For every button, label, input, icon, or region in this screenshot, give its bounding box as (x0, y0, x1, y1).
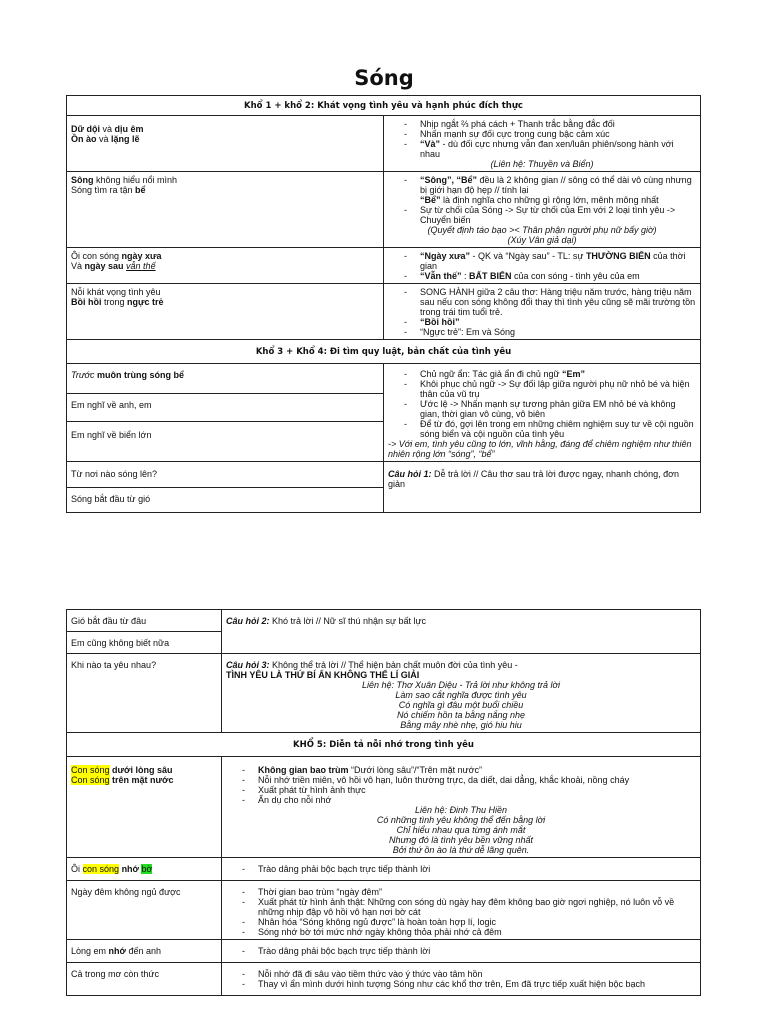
poem-line-cell: Em cũng không biết nữa (67, 632, 222, 654)
question-text: Khó trả lời // Nữ sĩ thú nhận sự bất lực (269, 616, 427, 626)
section-header-row (67, 340, 701, 364)
analysis-cell (222, 940, 701, 963)
question-label: Câu hỏi 3: (226, 660, 270, 670)
table-row (67, 364, 701, 394)
poem-quote-line: Nó chiếm hồn ta bằng nắng nhẹ (396, 710, 526, 720)
analysis-cell (384, 116, 701, 172)
bullet-item: - Thay vì ẩn mình dưới hình tượng Sóng như các khổ thơ trên, Em đã trực tiếp xuất hiện bộc bạch (242, 979, 696, 989)
bullet-text: “Dưới lòng sâu”/“Trên mặt nước” (348, 765, 483, 775)
bold-term: “Bồi hồi” (420, 317, 460, 327)
bullet-item: - Xuất phát từ hình ảnh thật: Những con sóng dù ngày hay đêm không bao giờ ngơi nghiệp, nó luôn vỗ về những nhịp đập vô hồi vô hạn nơi bờ cát (242, 897, 696, 917)
poem-quote-line: Có những tình yêu không thể đến bằng lời (376, 815, 546, 825)
highlighted-word: con sóng (82, 864, 120, 874)
poem-word: Trước (71, 370, 95, 380)
bullet-item: - SONG HÀNH giữa 2 câu thơ: Hàng triệu năm trước, hàng triệu năm sau nếu con sóng không đổi thay thì tình yêu cũng sẽ mãi trường tồn trong trái tim tuổi trẻ. (404, 287, 696, 317)
question-key-idea: TÌNH YÊU LÀ THỨ BÍ ẨN KHÔNG THỂ LÍ GIẢI (226, 670, 420, 680)
analysis-cell (384, 364, 701, 462)
table-row (67, 610, 701, 632)
poem-lines-cell (67, 757, 222, 858)
bullet-item: - Trào dâng phải bộc bạch trực tiếp thành lời (242, 864, 696, 874)
poem-text: Ôi (71, 864, 83, 874)
section-title-1: Khổ 1 + khổ 2: Khát vọng tình yêu và hạnh phúc đích thực (244, 101, 523, 111)
bullet-item: - Khôi phục chủ ngữ -> Sự đối lập giữa người phụ nữ nhỏ bé và hiện thân của vũ trụ (404, 379, 696, 399)
analysis-cell (222, 610, 701, 654)
poem-line-cell: Em nghĩ về biển lớn (67, 422, 384, 462)
poem-text: không hiểu nổi mình (93, 175, 178, 185)
analysis-cell (222, 654, 701, 733)
question-label: Câu hỏi 1: (388, 469, 432, 479)
poem-word: trên mặt nước (109, 775, 174, 785)
poem-lines-cell (67, 172, 384, 248)
bullet-item (242, 765, 696, 775)
bold-term: “Vẫn thế” (420, 271, 462, 281)
reference-note: (Xúy Vân giả dại) (507, 235, 577, 245)
bullet-item: - Nỗi nhớ đã đi sâu vào tiềm thức vào ý thức vào tâm hồn (242, 969, 696, 979)
poem-text: Nỗi khát vọng tình yêu (71, 287, 161, 297)
poem-quote-line: Bởi thứ ồn ào là thứ dễ lãng quên. (392, 845, 530, 855)
bullet-item: - Trào dâng phải bộc bạch trực tiếp thành lời (242, 946, 696, 956)
bullet-item: - Ẩn dụ cho nỗi nhớ (242, 795, 696, 805)
bullet-item: - Ước lệ -> Nhấn mạnh sự tương phản giữa EM nhỏ bé và không gian, thời gian vô cùng, vô biên (404, 399, 696, 419)
poem-word: Dữ dội (71, 124, 101, 134)
bullet-item: - Nhấn mạnh sự đối cực trong cung bậc cảm xúc (404, 129, 696, 139)
bullet-item: - Sự từ chối của Sóng -> Sự từ chối của Em với 2 loại tình yêu -> Chuyển biến (404, 205, 696, 225)
table-part-2 (66, 609, 701, 996)
poem-word: vẫn thế (126, 261, 156, 271)
poem-line-cell: Khi nào ta yêu nhau? (67, 654, 222, 733)
poem-text: và (100, 124, 115, 134)
question-text: Không thể trả lời // Thể hiện bản chất muôn đời của tình yêu - (269, 660, 518, 670)
poem-quote-line: Bằng mây nhè nhẹ, gió hiu hiu (400, 720, 522, 730)
question-text: Dễ trả lời // Câu thơ sau trả lời được ngay, nhanh chóng, đơn giản (388, 469, 680, 489)
bullet-item: - “Ngực trẻ”: Em và Sóng (404, 327, 696, 337)
poem-text: đến anh (125, 946, 161, 956)
analysis-cell (222, 881, 701, 940)
poem-text: Ôi con sóng (71, 251, 122, 261)
poem-word: ngày sau (84, 261, 124, 271)
poem-word: nhớ (121, 864, 139, 874)
analysis-cell (384, 248, 701, 284)
bullet-item: - Để từ đó, gợi lên trong em những chiêm nghiệm suy tư về cội nguồn sóng biển và cội nguồn của tình yêu (404, 419, 696, 439)
poem-text: trong (101, 297, 128, 307)
highlighted-word: Con sóng (71, 775, 110, 785)
poem-line-cell: Từ nơi nào sóng lên? (67, 462, 384, 488)
bold-term: “Em” (561, 369, 585, 379)
bullet-item (404, 317, 696, 327)
bold-term: Không gian bao trùm (258, 765, 349, 775)
poem-word: Ồn ào (71, 134, 97, 144)
poem-lines-cell (67, 284, 384, 340)
table-row (67, 858, 701, 881)
poem-word: ngày xưa (121, 251, 162, 261)
bullet-item (404, 175, 696, 205)
bold-term: “Và” (420, 139, 441, 149)
highlighted-word: Con sóng (71, 765, 110, 775)
table-row (67, 284, 701, 340)
poem-line-cell: Ngày đêm không ngủ được (67, 881, 222, 940)
bullet-text: : (461, 271, 470, 281)
poem-word: ngực trẻ (127, 297, 164, 307)
table-row (67, 248, 701, 284)
table-row (67, 881, 701, 940)
poem-line-cell: Cả trong mơ còn thức (67, 963, 222, 996)
bold-term: “Ngày xưa” (420, 251, 471, 261)
table-row (67, 654, 701, 733)
bullet-text: đều là 2 không gian // sông có thể dài vô cùng nhưng bị giới hạn độ hẹp // tính lại (420, 175, 692, 195)
section-header-row (67, 96, 701, 116)
analysis-cell (384, 284, 701, 340)
bullet-item: - Sóng nhớ bờ tới mức nhớ ngày không thỏa phải nhớ cả đêm (242, 927, 696, 937)
section-title-3: KHỔ 5: Diễn tả nỗi nhớ trong tình yêu (293, 740, 474, 750)
bold-term: THƯỜNG BIẾN (585, 251, 651, 261)
poem-lines-cell (67, 248, 384, 284)
poem-word: bể (135, 185, 146, 195)
poem-word: lặng lẽ (111, 134, 140, 144)
poem-lines-cell (67, 116, 384, 172)
poem-line-cell: Em nghĩ về anh, em (67, 394, 384, 422)
bullet-item: - Nhịp ngắt ⅔ phá cách + Thanh trắc bằng đắc đối (404, 119, 696, 129)
table-row (67, 172, 701, 248)
bullet-item: - Nhân hóa “Sóng không ngủ được” là hoàn toàn hợp lí, logic (242, 917, 696, 927)
analysis-cell (222, 963, 701, 996)
bullet-item (404, 369, 696, 379)
table-row (67, 963, 701, 996)
poem-word: dưới lòng sâu (109, 765, 173, 775)
analysis-cell (222, 858, 701, 881)
table-row (67, 462, 701, 488)
poem-word: nhớ (108, 946, 126, 956)
poem-word: Sông (71, 175, 94, 185)
bullet-text: của con sóng - tình yêu của em (511, 271, 640, 281)
table-row (67, 116, 701, 172)
bullet-text: là định nghĩa cho những gì rộng lớn, mênh mông nhất (440, 195, 659, 205)
question-label: Câu hỏi 2: (226, 616, 270, 626)
poem-line-cell (67, 364, 384, 394)
highlighted-word: bờ (141, 864, 153, 874)
bullet-item: - Xuất phát từ hình ảnh thực (242, 785, 696, 795)
bullet-item (404, 271, 696, 281)
bullet-text: của thời gian (420, 251, 686, 271)
poem-line-cell (67, 858, 222, 881)
section-header-row (67, 733, 701, 757)
reference-note: (Quyết định táo bạo >< Thân phận người phụ nữ bấy giờ) (427, 225, 657, 235)
reference-note: (Liên hệ: Thuyền và Biển) (490, 159, 594, 169)
analysis-cell (384, 462, 701, 513)
poem-quote-line: Làm sao cắt nghĩa được tình yêu (395, 690, 527, 700)
table-part-1 (66, 95, 701, 513)
bullet-item: - Nỗi nhớ triền miên, vô hồi vô hạn, luôn thường trực, da diết, dai dẳng, khắc khoải, nồng cháy (242, 775, 696, 785)
bullet-item (404, 139, 696, 159)
bold-term: “Sông”, “Bể” (420, 175, 478, 185)
poem-word: dịu êm (114, 124, 144, 134)
section-title-2: Khổ 3 + Khổ 4: Đi tìm quy luật, bản chất của tình yêu (255, 347, 512, 357)
bullet-text: Chủ ngữ ẩn: Tác giả ẩn đi chủ ngữ (420, 369, 562, 379)
poem-text: Và (71, 261, 85, 271)
poem-line-cell: Gió bắt đầu từ đâu (67, 610, 222, 632)
bullet-text: - dù đối cực nhưng vẫn đan xen/luân phiên/song hành với nhau (420, 139, 674, 159)
table-row (67, 757, 701, 858)
conclusion-note: -> Với em, tình yêu cũng to lớn, vĩnh hằng, đáng để chiêm nghiệm như thiên nhiên rộng lớn “sóng”, “bể” (388, 439, 692, 459)
bold-term: BẤT BIẾN (469, 271, 512, 281)
analysis-cell (222, 757, 701, 858)
poem-text: và (96, 134, 112, 144)
poem-quote-line: Nhưng đó là tình yêu bền vững nhất (388, 835, 533, 845)
poem-quote-line: Liên hệ: Đinh Thu Hiền (414, 805, 508, 815)
poem-quote-line: Có nghĩa gì đâu một buổi chiều (398, 700, 524, 710)
poem-line-cell (67, 940, 222, 963)
poem-word: muôn trùng sóng bể (94, 370, 184, 380)
poem-text: Lòng em (71, 946, 109, 956)
bold-term: “Bể” (420, 195, 441, 205)
page-title: Sóng (354, 66, 414, 90)
poem-quote-line: Liên hệ: Thơ Xuân Diệu - Trả lời như không trả lời (362, 680, 560, 690)
poem-word: Bồi hồi (71, 297, 102, 307)
poem-quote-line: Chỉ hiểu nhau qua từng ánh mắt (396, 825, 526, 835)
poem-line-cell: Sóng bắt đầu từ gió (67, 488, 384, 513)
table-row (67, 940, 701, 963)
analysis-cell (384, 172, 701, 248)
bullet-text: - QK và “Ngày sau” - TL: sự (470, 251, 586, 261)
bullet-item (404, 251, 696, 271)
poem-text: Sóng tìm ra tận (71, 185, 136, 195)
bullet-item: - Thời gian bao trùm “ngày đêm” (242, 887, 696, 897)
